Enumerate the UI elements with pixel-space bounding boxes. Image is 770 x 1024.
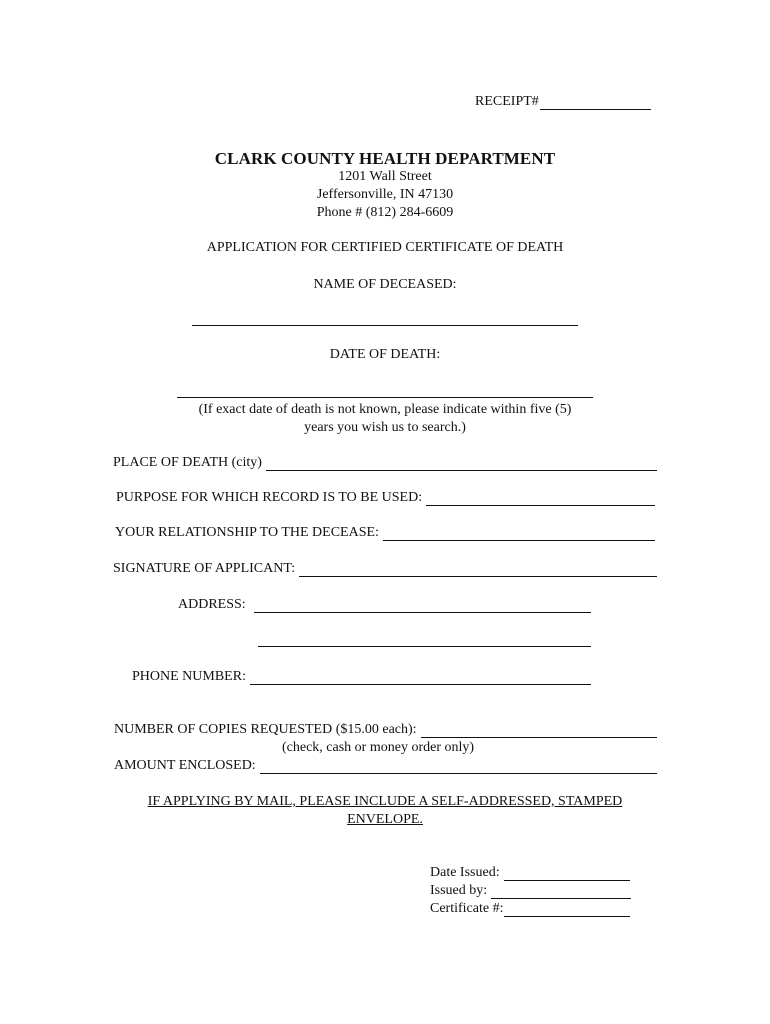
department-name: CLARK COUNTY HEALTH DEPARTMENT (214, 149, 556, 168)
date-blank[interactable] (177, 397, 593, 398)
place-label: PLACE OF DEATH (city) (113, 455, 262, 470)
receipt-field[interactable] (475, 94, 651, 110)
address-field[interactable] (178, 597, 591, 613)
payment-note: (check, cash or money order only) (282, 740, 475, 755)
phone-field[interactable] (132, 669, 591, 685)
date-issued-field[interactable] (430, 865, 630, 881)
address-blank-1[interactable] (254, 599, 591, 613)
receipt-label: RECEIPT# (475, 94, 539, 109)
name-label: NAME OF DECEASED: (313, 277, 457, 292)
place-field[interactable] (113, 455, 657, 471)
signature-label: SIGNATURE OF APPLICANT: (113, 561, 296, 576)
department-phone: Phone # (812) 284-6609 (316, 205, 454, 220)
relationship-label: YOUR RELATIONSHIP TO THE DECEASE: (115, 525, 379, 540)
place-blank[interactable] (266, 457, 657, 471)
form-title: APPLICATION FOR CERTIFIED CERTIFICATE OF DEATH (206, 240, 564, 255)
date-issued-label: Date Issued: (430, 865, 500, 880)
mail-note-line-2: ENVELOPE. (347, 812, 423, 827)
date-note-line-1: (If exact date of death is not known, please indicate within five (5) (198, 402, 572, 417)
certificate-label: Certificate #: (430, 901, 504, 916)
address-blank-2[interactable] (258, 646, 591, 647)
certificate-blank[interactable] (504, 903, 630, 917)
relationship-blank[interactable] (383, 527, 655, 541)
receipt-blank[interactable] (540, 96, 651, 110)
amount-field[interactable] (114, 758, 657, 774)
name-blank[interactable] (192, 325, 578, 326)
signature-field[interactable] (113, 561, 657, 577)
copies-blank[interactable] (421, 724, 657, 738)
amount-label: AMOUNT ENCLOSED: (114, 758, 256, 773)
purpose-field[interactable] (116, 490, 655, 506)
issued-by-label: Issued by: (430, 883, 488, 898)
mail-note-line-1: IF APPLYING BY MAIL, PLEASE INCLUDE A SELF-ADDRESSED, STAMPED (147, 794, 623, 809)
date-issued-blank[interactable] (504, 867, 630, 881)
date-note-line-2: years you wish us to search.) (304, 420, 466, 435)
copies-field[interactable] (114, 722, 657, 738)
amount-blank[interactable] (260, 760, 657, 774)
copies-label: NUMBER OF COPIES REQUESTED ($15.00 each): (114, 722, 417, 737)
date-label: DATE OF DEATH: (329, 347, 441, 362)
phone-label: PHONE NUMBER: (132, 669, 246, 684)
purpose-blank[interactable] (426, 492, 655, 506)
address-city: Jeffersonville, IN 47130 (316, 187, 454, 202)
signature-blank[interactable] (299, 563, 657, 577)
issued-by-blank[interactable] (491, 885, 631, 899)
phone-blank[interactable] (250, 671, 591, 685)
issued-by-field[interactable] (430, 883, 631, 899)
certificate-field[interactable] (430, 901, 630, 917)
address-street: 1201 Wall Street (338, 169, 432, 184)
address-label: ADDRESS: (178, 597, 246, 612)
relationship-field[interactable] (115, 525, 655, 541)
purpose-label: PURPOSE FOR WHICH RECORD IS TO BE USED: (116, 490, 423, 505)
